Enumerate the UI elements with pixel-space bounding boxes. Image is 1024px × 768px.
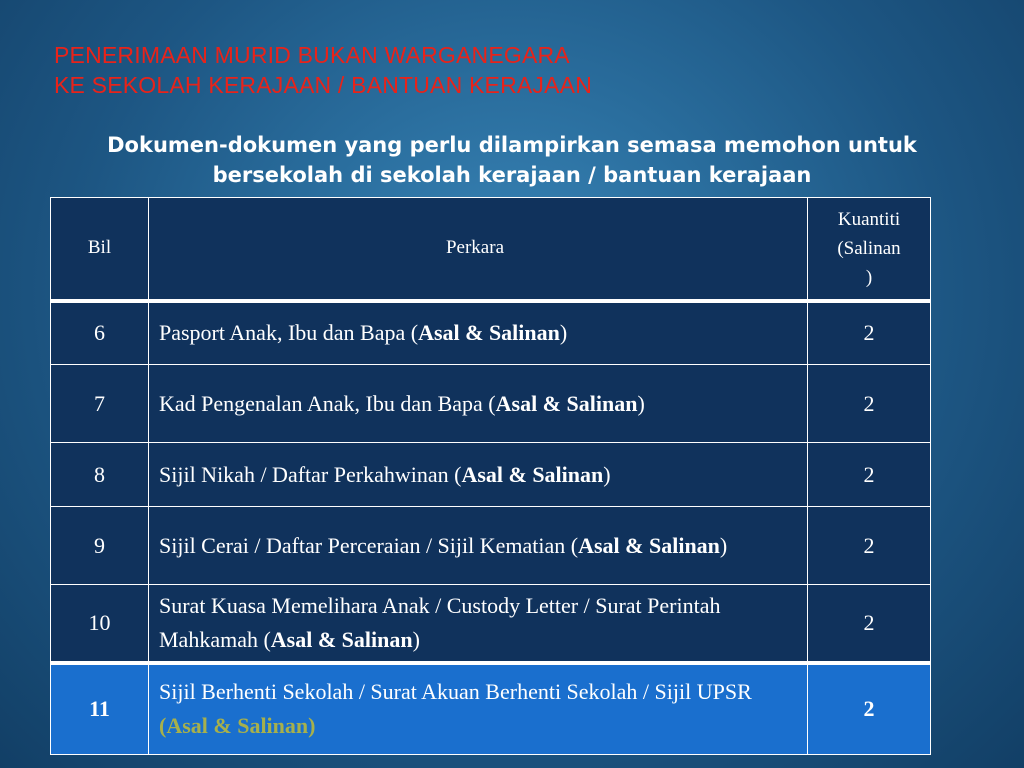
row-perkara-bold: Asal & Salinan [578, 532, 720, 558]
documents-table [50, 197, 931, 755]
row-kuantiti: 2 [808, 301, 931, 365]
slide-title-line2: KE SEKOLAH KERAJAAN / BANTUAN KERAJAAN [54, 72, 593, 98]
row-perkara [149, 507, 808, 585]
header-kuantiti-line1: Kuantiti [837, 208, 901, 230]
row-kuantiti: 2 [808, 663, 931, 755]
row-kuantiti: 2 [808, 507, 931, 585]
row-perkara-highlight: (Asal & Salinan) [159, 713, 316, 739]
slide-subtitle-line2: bersekolah di sekolah kerajaan / bantuan kerajaan [212, 163, 812, 187]
slide-subtitle-line1: Dokumen-dokumen yang perlu dilampirkan semasa memohon untuk [107, 133, 917, 157]
row-perkara [149, 443, 808, 507]
row-kuantiti: 2 [808, 585, 931, 663]
header-kuantiti-line2: (Salinan [837, 237, 901, 259]
row-perkara-text: Surat Kuasa Memelihara Anak / Custody Letter / Surat Perintah Mahkamah [159, 592, 721, 652]
row-bil: 7 [51, 365, 149, 443]
row-perkara [149, 585, 808, 663]
row-paren-open: ( [410, 320, 419, 346]
row-paren-open: ( [454, 461, 462, 487]
row-perkara-text: Sijil Nikah / Daftar Perkahwinan [159, 461, 455, 487]
row-paren-open: ( [488, 390, 496, 416]
table-row [51, 365, 931, 443]
row-perkara-text: Pasport Anak, Ibu dan Bapa [159, 320, 411, 346]
row-paren-close: ) [412, 626, 420, 652]
row-bil: 11 [51, 663, 149, 755]
header-bil: Bil [51, 198, 149, 301]
row-paren-close: ) [603, 461, 611, 487]
table-row-highlighted [51, 663, 931, 755]
row-paren-close: ) [637, 390, 645, 416]
row-perkara [149, 365, 808, 443]
header-perkara: Perkara [149, 198, 808, 301]
table-row [51, 443, 931, 507]
row-kuantiti: 2 [808, 443, 931, 507]
table-header-row [51, 198, 931, 301]
header-kuantiti-line3: ) [865, 266, 873, 288]
row-paren-open: ( [263, 626, 271, 652]
slide-title-line1: PENERIMAAN MURID BUKAN WARGANEGARA [54, 42, 570, 68]
row-perkara-bold: Asal & Salinan [270, 626, 413, 652]
row-perkara-bold: Asal & Salinan [495, 390, 638, 416]
slide-title [54, 40, 592, 100]
row-bil: 8 [51, 443, 149, 507]
row-bil: 6 [51, 301, 149, 365]
row-perkara-bold: Asal & Salinan [418, 320, 560, 346]
row-paren-close: ) [559, 320, 568, 346]
row-perkara-text: Sijil Berhenti Sekolah / Surat Akuan Berhenti Sekolah / Sijil UPSR [159, 679, 752, 705]
row-perkara [149, 663, 808, 755]
table-row [51, 301, 931, 365]
row-perkara-text: Kad Pengenalan Anak, Ibu dan Bapa [159, 390, 489, 416]
slide-subtitle [40, 130, 984, 190]
row-perkara [149, 301, 808, 365]
table-row [51, 585, 931, 663]
row-paren-open: ( [570, 532, 579, 558]
row-perkara-text: Sijil Cerai / Daftar Perceraian / Sijil Kematian [159, 532, 571, 558]
header-kuantiti [808, 198, 931, 301]
row-paren-close: ) [719, 532, 728, 558]
row-perkara-bold: Asal & Salinan [461, 461, 604, 487]
row-bil: 9 [51, 507, 149, 585]
row-bil: 10 [51, 585, 149, 663]
row-kuantiti: 2 [808, 365, 931, 443]
table-row [51, 507, 931, 585]
